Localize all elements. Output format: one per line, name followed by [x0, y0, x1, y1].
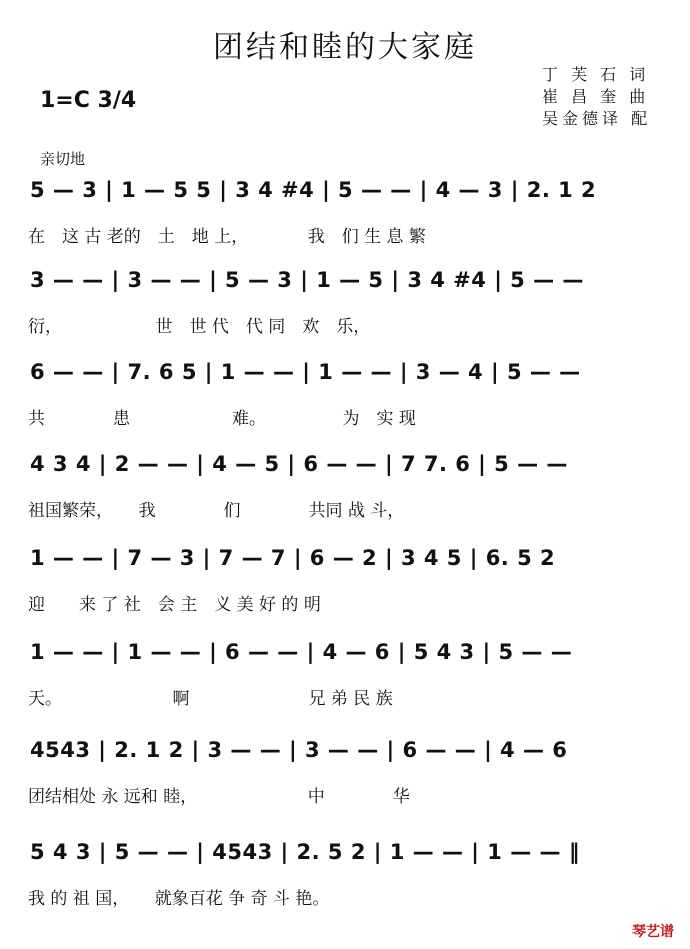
- system-6: [20, 640, 670, 730]
- credit-lyricist: 丁 芙 石 词: [542, 65, 650, 84]
- notation-line: 5 — 3 | 1 — 5 5 | 3 4 #4 | 5 — — | 4 — 3 | 2. 1 2: [30, 178, 597, 202]
- song-title: 团结和睦的大家庭: [213, 30, 477, 65]
- system-4: [20, 452, 670, 542]
- system-1: [20, 178, 670, 268]
- lyric-line: 在 这 古 老的 土 地 上， 我 们 生 息 繁: [28, 227, 426, 247]
- notation-line: 6 — — | 7. 6 5 | 1 — — | 1 — — | 3 — 4 | 5 — —: [30, 360, 581, 384]
- system-3: [20, 360, 670, 450]
- notation-line: 4543 | 2. 1 2 | 3 — — | 3 — — | 6 — — | 4 — 6: [30, 738, 568, 762]
- notation-line: 5 4 3 | 5 — — | 4543 | 2. 5 2 | 1 — — | 1 — — ‖: [30, 840, 580, 864]
- notation-line: 1 — — | 7 — 3 | 7 — 7 | 6 — 2 | 3 4 5 | 6. 5 2: [30, 546, 556, 570]
- notation-line: 1 — — | 1 — — | 6 — — | 4 — 6 | 5 4 3 | 5 — —: [30, 640, 573, 664]
- tempo-marking: 亲切地: [40, 150, 86, 168]
- system-8: [20, 840, 670, 930]
- notation-line: 4 3 4 | 2 — — | 4 — 5 | 6 — — | 7 7. 6 | 5 — —: [30, 452, 568, 476]
- credits: [542, 64, 651, 130]
- system-5: [20, 546, 670, 636]
- credit-translator: 吴金德译 配: [542, 109, 652, 128]
- lyric-line: 天。 啊 兄 弟 民 族: [28, 689, 393, 709]
- site-logo: 琴艺谱: [632, 924, 674, 940]
- notation-line: 3 — — | 3 — — | 5 — 3 | 1 — 5 | 3 4 #4 | 5 — —: [30, 268, 584, 292]
- credit-composer: 崔 昌 奎 曲: [542, 87, 650, 106]
- lyric-line: 我 的 祖 国， 就象百花 争 奇 斗 艳。: [28, 889, 330, 909]
- lyric-line: 迎 来 了 社 会 主 义 美 好 的 明: [28, 595, 321, 615]
- lyric-line: 衍， 世 世 代 代 同 欢 乐，: [28, 317, 371, 337]
- system-7: [20, 738, 670, 828]
- lyric-line: 团结相处 永 远和 睦， 中 华: [28, 787, 410, 807]
- lyric-line: 祖国繁荣， 我 们 共同 战 斗，: [28, 501, 405, 521]
- lyric-line: 共 患 难。 为 实 现: [28, 409, 416, 429]
- system-2: [20, 268, 670, 358]
- key-signature: 1=C 3/4: [40, 88, 137, 113]
